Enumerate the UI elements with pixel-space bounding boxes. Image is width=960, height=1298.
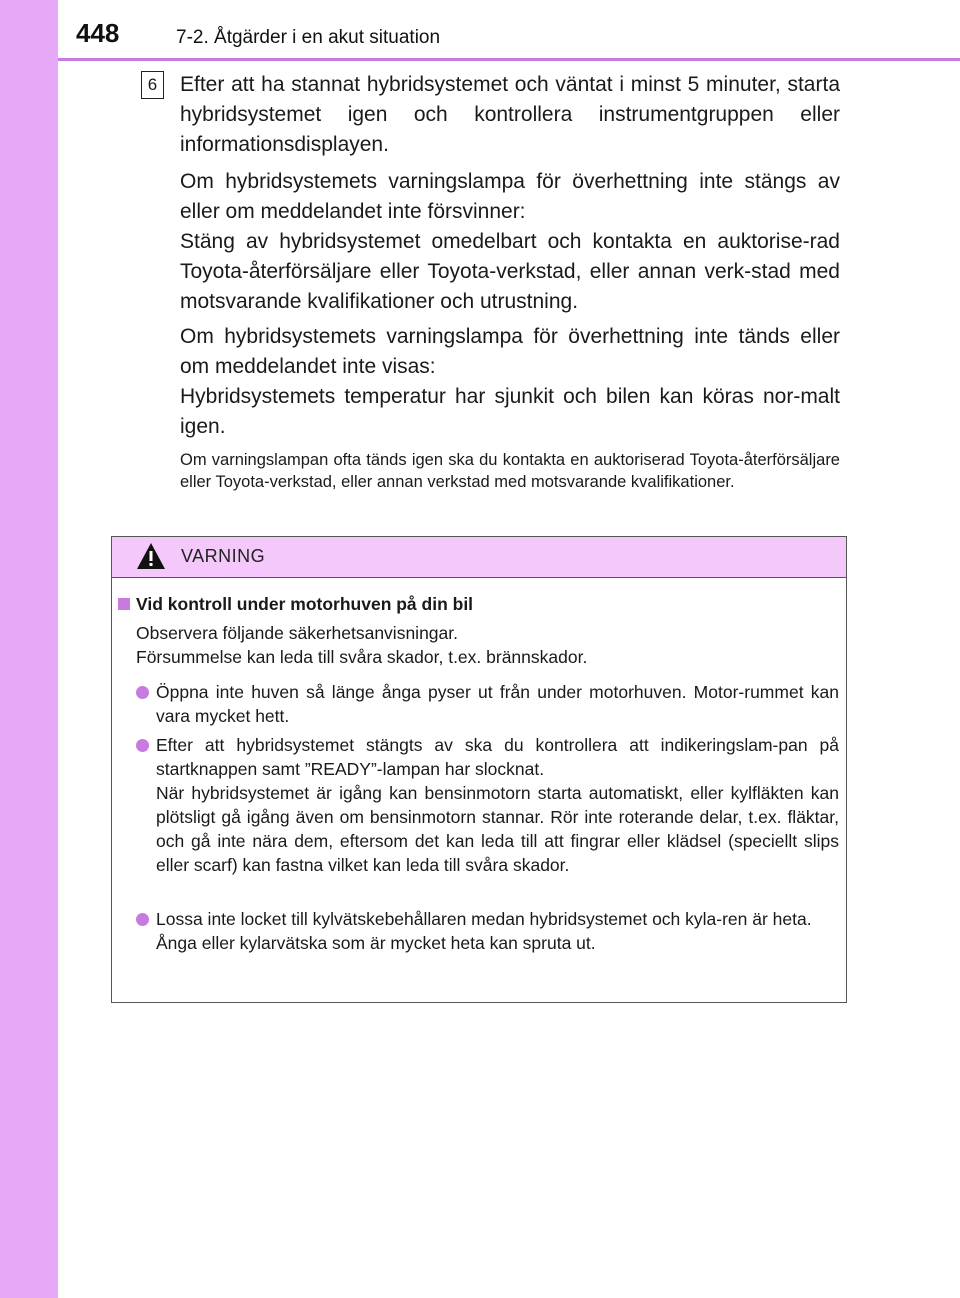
condition-text: Om hybridsystemets varningslampa för överhettning inte tänds eller om meddelandet inte visas: — [180, 325, 840, 378]
page-header — [58, 0, 960, 62]
warning-bullet — [136, 680, 839, 728]
step-number-box: 6 — [141, 71, 164, 99]
bullet-text-line: När hybridsystemet är igång kan bensinmotorn starta automatiskt, eller kylfläkten kan plötsligt gå igång även om bensinmotorn stannar. Rör inte roterande delar, t.ex. fläktar, och gå inte nära dem, eftersom det kan leda till att fingrar eller klädsel (speciellt slips eller scarf) kan fastna vilket kan leda till svåra skador. — [156, 783, 839, 875]
warning-title: VARNING — [181, 546, 266, 566]
condition-block-overheat-on — [180, 167, 840, 317]
round-bullet-icon — [136, 913, 149, 926]
action-text: Stäng av hybridsystemet omedelbart och kontakta en auktorise-rad Toyota-återförsäljare eller Toyota-verkstad, eller annan verk-stad med motsvarande kvalifikationer och utrustning. — [180, 230, 840, 313]
round-bullet-icon — [136, 686, 149, 699]
step-note: Om varningslampan ofta tänds igen ska du kontakta en auktoriserad Toyota-återförsäljare eller Toyota-verkstad, eller annan verkstad med motsvarande kvalifikationer. — [180, 451, 840, 491]
intro-line: Försummelse kan leda till svåra skador, t.ex. brännskador. — [136, 647, 588, 667]
warning-intro — [136, 621, 826, 669]
header-divider — [58, 58, 960, 61]
warning-triangle-icon — [136, 542, 166, 570]
warning-subheading-text: Vid kontroll under motorhuven på din bil — [136, 594, 474, 614]
round-bullet-icon — [136, 739, 149, 752]
condition-text: Om hybridsystemets varningslampa för överhettning inte stängs av eller om meddelandet inte försvinner: — [180, 170, 840, 223]
bullet-text-line: Lossa inte locket till kylvätskebehållaren medan hybridsystemet och kyla-ren är heta. — [156, 909, 812, 929]
intro-line: Observera följande säkerhetsanvisningar. — [136, 623, 458, 643]
warning-header — [112, 537, 846, 578]
bullet-text: Öppna inte huven så länge ånga pyser ut från under motorhuven. Motor-rummet kan vara mycket hett. — [156, 682, 839, 726]
section-title: 7-2. Åtgärder i en akut situation — [176, 27, 441, 48]
side-color-band — [0, 0, 58, 1298]
bullet-text — [156, 733, 839, 877]
bullet-text-line: Ånga eller kylarvätska som är mycket heta kan spruta ut. — [156, 933, 596, 953]
step-paragraph: Efter att ha stannat hybridsystemet och väntat i minst 5 minuter, starta hybridsystemet igen och kontrollera instrumentgruppen eller informationsdisplayen. — [180, 73, 840, 156]
warning-bullet — [136, 907, 839, 955]
warning-subheading — [118, 594, 473, 615]
bullet-text — [156, 907, 839, 955]
bullet-text-line: Efter att hybridsystemet stängts av ska du kontrollera att indikeringslam-pan på startknappen samt ”READY”-lampan har slocknat. — [156, 735, 839, 779]
result-text: Hybridsystemets temperatur har sjunkit och bilen kan köras nor-malt igen. — [180, 385, 840, 438]
warning-box — [111, 536, 847, 1003]
page-number: 448 — [76, 18, 120, 48]
condition-block-overheat-off — [180, 322, 840, 442]
square-bullet-icon — [118, 598, 130, 610]
warning-bullet — [136, 733, 839, 877]
